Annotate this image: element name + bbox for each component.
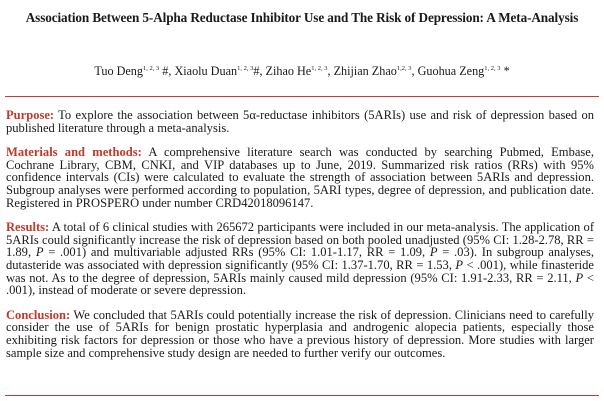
conclusion-text: We concluded that 5ARIs could potentially increase the risk of depression. Clinicians need to carefully consider the use of 5ARIs for benign prostatic hyperplasia and androgenic alopecia patients, especially those exhibiting risk factors for depression or those who have a previous history of depression. More studies with larger sample size and comprehensive study design are needed to further verify our outcomes. xyxy=(6,307,594,360)
results-text: A total of 6 clinical studies with 265672 participants were included in our meta-analysis. The application of 5ARIs could significantly increase the risk of depression based on both pooled unadjusted (95% CI: 1.28-2.78, RR = 1.89, xyxy=(6,220,595,260)
purpose-text: To explore the association between 5α-reductase inhibitors (5ARIs) use and risk of depression based on published literature through a meta-analysis. xyxy=(6,108,594,135)
author-affiliation: 1, 2, 3 xyxy=(142,65,160,72)
author-name: Xiaolu Duan xyxy=(174,64,238,78)
author-mark: # xyxy=(253,64,260,78)
purpose-label: Purpose: xyxy=(6,108,55,122)
results-paragraph xyxy=(6,221,594,297)
p-value-symbol: P xyxy=(35,245,44,260)
author-affiliation: 1, 2, 3 xyxy=(237,65,254,72)
results-text: = .001) and multivariable adjusted RRs (95% CI: 1.01-1.17, RR = 1.09, xyxy=(43,245,430,260)
author-name: Guohua Zeng xyxy=(417,64,485,78)
conclusion-label: Conclusion: xyxy=(6,307,71,322)
author-affiliation: 1,2, 3 xyxy=(396,65,412,72)
results-text: < .001), instead of moderate or severe depression. xyxy=(6,270,595,298)
results-text: = .03). In subgroup analyses, dutasteride was associated with depression significantly (95% CI: 1.37-1.70, RR = 1.53, xyxy=(6,245,594,272)
top-divider xyxy=(5,96,599,97)
author-mark: * xyxy=(500,64,510,78)
methods-label: Materials and methods: xyxy=(6,145,142,160)
author-name: Zihao He xyxy=(265,64,312,78)
author-name: Zhijian Zhao xyxy=(333,64,397,78)
p-value-symbol: P xyxy=(575,270,584,285)
methods-paragraph xyxy=(6,146,594,209)
author-list: Tuo Deng$^{1, 2, 3}$ #, Xiaolu Duan$^{1, 2, 3}$#, Zihao He$^{1, 2, 3}$, Zhijian Zhao$^{1,2, 3}$, Guohua Zeng$^{1, 2, 3}$ * xyxy=(94,64,510,78)
p-value-symbol: P xyxy=(455,257,464,272)
bottom-divider xyxy=(5,395,599,396)
author-affiliation: 1, 2, 3 xyxy=(484,65,501,72)
methods-text: A comprehensive literature search was conducted by searching Pubmed, Embase, Cochrane Library, CBM, CNKI, and VIP databases up to June, 2019. Summarized risk ratios (RRs) with 95% confidence intervals (CIs) were calculated to evaluate the strength of association between 5ARIs and depression. Subgroup analyses were performed according to population, 5ARI types, degree of depression, and publication date. Registered in PROSPERO under number CRD42018096147. xyxy=(6,145,594,210)
paper-title: Association Between 5-Alpha Reductase Inhibitor Use and The Risk of Depression: A Meta-Analysis xyxy=(25,10,579,25)
results-label: Results: xyxy=(6,220,50,235)
author-mark: # xyxy=(159,64,169,78)
purpose-paragraph xyxy=(6,109,594,134)
author-affiliation: 1, 2, 3 xyxy=(311,65,328,72)
conclusion-paragraph xyxy=(6,309,594,359)
p-value-symbol: P xyxy=(429,245,438,260)
author-name: Tuo Deng xyxy=(94,64,143,78)
results-text: < .001), while finasteride was not. As to the degree of depression, 5ARIs mainly caused mild depression (95% CI: 1.91-2.33, RR = 2.11, xyxy=(6,257,594,285)
abstract xyxy=(6,109,594,371)
